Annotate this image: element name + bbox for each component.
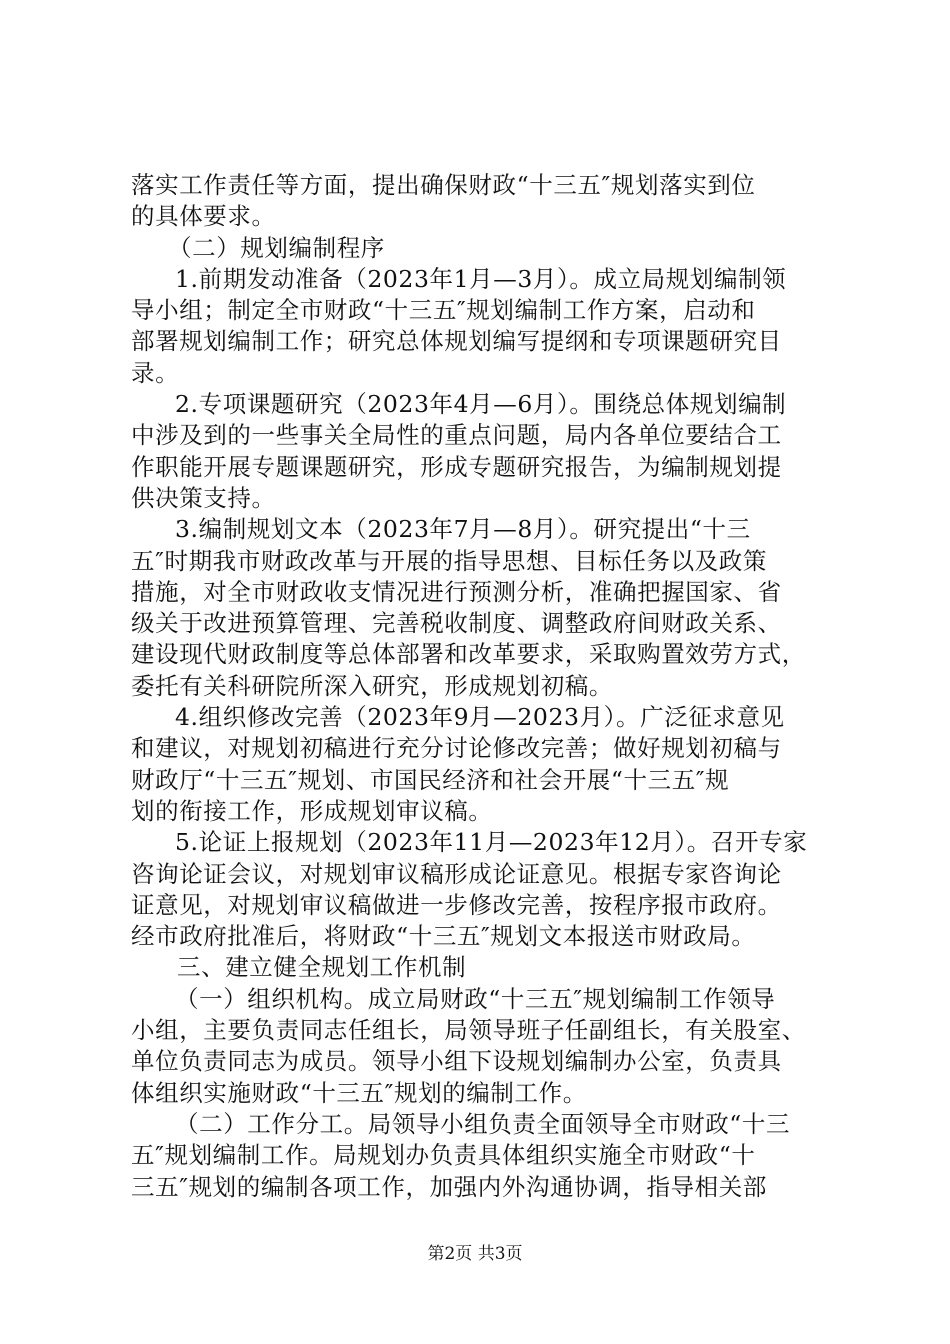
text-line: 措施，对全市财政收支情况进行预测分析，准确把握国家、省	[131, 577, 782, 606]
text-line: 体组织实施财政“十三五″规划的编制工作。	[131, 1078, 587, 1107]
section-heading: 三、建立健全规划工作机制	[177, 953, 467, 982]
text-line: 和建议，对规划初稿进行充分讨论修改完善；做好规划初稿与	[131, 734, 782, 763]
text-line: 4.组织修改完善（2023年9月—2023月）。广泛征求意见	[175, 703, 785, 732]
text-line: 供决策支持。	[131, 483, 276, 512]
text-line: 部署规划编制工作；研究总体规划编写提纲和专项课题研究目	[131, 327, 782, 356]
text-line: 中涉及到的一些事关全局性的重点问题，局内各单位要结合工	[131, 421, 782, 450]
text-line: 咨询论证会议，对规划审议稿形成论证意见。根据专家咨询论	[131, 859, 782, 888]
text-line: 1.前期发动准备（2023年1月—3月）。成立局规划编制领	[175, 264, 787, 293]
text-line: 落实工作责任等方面，提出确保财政“十三五″规划落实到位	[131, 171, 756, 199]
text-line: 5.论证上报规划（2023年11月—2023年12月）。召开专家	[175, 828, 808, 857]
text-line: 级关于改进预算管理、完善税收制度、调整政府间财政关系、	[131, 609, 782, 638]
text-line: 财政厅“十三五″规划、市国民经济和社会开展“十三五″规	[131, 765, 730, 794]
text-line: 单位负责同志为成员。领导小组下设规划编制办公室，负责具	[131, 1047, 782, 1076]
text-line: 三五″规划的编制各项工作，加强内外沟通协调，指导相关部	[131, 1172, 767, 1201]
text-line: 小组，主要负责同志任组长，局领导班子任副组长，有关股室、	[131, 1016, 806, 1045]
text-line: 导小组；制定全市财政“十三五″规划编制工作方案，启动和	[131, 296, 756, 325]
section-heading: （二）规划编制程序	[168, 233, 385, 262]
text-line: （一）组织机构。成立局财政“十三五″规划编制工作领导	[175, 984, 776, 1013]
text-line: 的具体要求。	[131, 202, 276, 231]
text-line: 划的衔接工作，形成规划审议稿。	[131, 796, 493, 825]
text-line: 建设现代财政制度等总体部署和改革要求，采取购置效劳方式，	[131, 640, 806, 669]
document-body	[131, 170, 831, 1203]
text-line: 五″规划编制工作。局规划办负责具体组织实施全市财政“十	[131, 1141, 756, 1170]
text-line: 作职能开展专题课题研究，形成专题研究报告，为编制规划提	[131, 452, 782, 481]
text-line: （二）工作分工。局领导小组负责全面领导全市财政“十三	[175, 1109, 791, 1138]
text-line: 五″时期我市财政改革与开展的指导思想、目标任务以及政策	[131, 546, 767, 575]
text-line: 3.编制规划文本（2023年7月—8月）。研究提出“十三	[175, 515, 751, 544]
text-line: 经市政府批准后，将财政“十三五″规划文本报送市财政局。	[131, 922, 756, 951]
text-line: 录。	[131, 358, 180, 387]
text-line: 委托有关科研院所深入研究，形成规划初稿。	[131, 671, 613, 700]
text-line: 2.专项课题研究（2023年4月—6月）。围绕总体规划编制	[175, 390, 787, 419]
text-line: 证意见，对规划审议稿做进一步修改完善，按程序报市政府。	[131, 890, 782, 919]
page-number: 第2页 共3页	[427, 1244, 523, 1264]
